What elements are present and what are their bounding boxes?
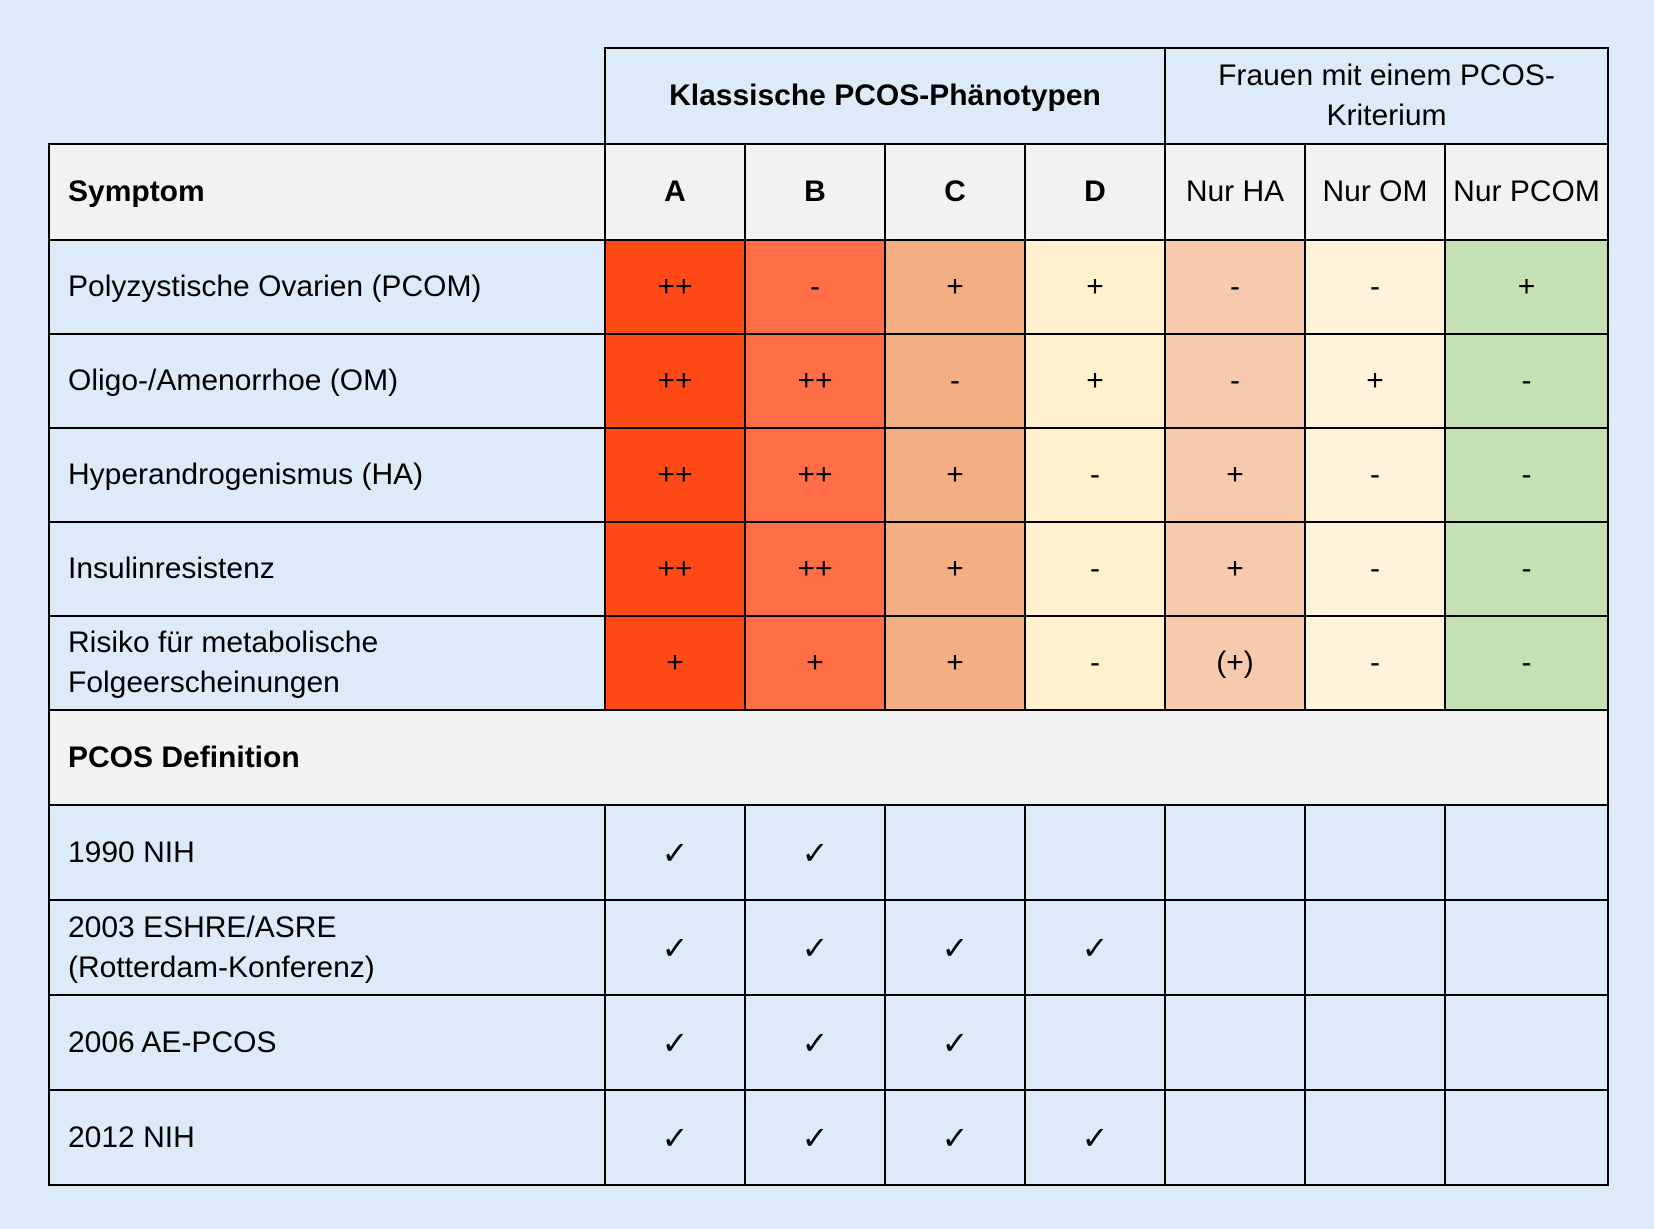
checkmark-icon: ✓	[605, 995, 745, 1090]
symptom-row	[49, 428, 1608, 522]
checkmark-icon: ✓	[605, 805, 745, 900]
column-header-b: B	[745, 144, 885, 240]
symptom-value-cell: ++	[745, 334, 885, 428]
symptom-value-cell: +	[605, 616, 745, 710]
empty-cell	[885, 805, 1025, 900]
empty-cell	[1445, 900, 1608, 995]
empty-cell	[1305, 995, 1445, 1090]
symptom-row	[49, 616, 1608, 710]
checkmark-icon: ✓	[1025, 1090, 1165, 1185]
symptom-value-cell: -	[885, 334, 1025, 428]
empty-cell	[1025, 805, 1165, 900]
empty-cell	[1305, 1090, 1445, 1185]
symptom-value-cell: ++	[745, 522, 885, 616]
checkmark-icon: ✓	[885, 900, 1025, 995]
symptom-value-cell: +	[1445, 240, 1608, 334]
blank-corner	[49, 48, 605, 144]
checkmark-icon: ✓	[605, 1090, 745, 1185]
pcos-phenotype-table	[48, 47, 1609, 1186]
checkmark-icon: ✓	[745, 995, 885, 1090]
symptom-value-cell: +	[885, 522, 1025, 616]
symptom-value-cell: +	[745, 616, 885, 710]
definition-row	[49, 900, 1608, 995]
checkmark-icon: ✓	[745, 805, 885, 900]
symptom-value-cell: -	[1305, 522, 1445, 616]
symptom-value-cell: -	[1025, 428, 1165, 522]
symptom-header: Symptom	[49, 144, 605, 240]
empty-cell	[1445, 995, 1608, 1090]
checkmark-icon: ✓	[1025, 900, 1165, 995]
column-header-nur-ha: Nur HA	[1165, 144, 1305, 240]
column-header-row	[49, 144, 1608, 240]
symptom-value-cell: ++	[605, 240, 745, 334]
empty-cell	[1165, 1090, 1305, 1185]
group-header-single-criterion: Frauen mit einem PCOS-Kriterium	[1165, 48, 1608, 144]
column-header-d: D	[1025, 144, 1165, 240]
symptom-value-cell: +	[1025, 240, 1165, 334]
symptom-value-cell: -	[1025, 522, 1165, 616]
symptom-label: Oligo-/Amenorrhoe (OM)	[49, 334, 605, 428]
symptom-value-cell: ++	[605, 522, 745, 616]
column-header-c: C	[885, 144, 1025, 240]
symptom-value-cell: -	[745, 240, 885, 334]
empty-cell	[1165, 805, 1305, 900]
symptom-value-cell: ++	[605, 334, 745, 428]
definition-row	[49, 805, 1608, 900]
checkmark-icon: ✓	[605, 900, 745, 995]
symptom-value-cell: +	[1305, 334, 1445, 428]
symptom-value-cell: +	[885, 240, 1025, 334]
symptom-value-cell: -	[1305, 616, 1445, 710]
definition-row	[49, 1090, 1608, 1185]
column-header-a: A	[605, 144, 745, 240]
symptom-label: Insulinresistenz	[49, 522, 605, 616]
empty-cell	[1165, 900, 1305, 995]
definition-row	[49, 995, 1608, 1090]
group-header-row	[49, 48, 1608, 144]
symptom-value-cell: +	[885, 428, 1025, 522]
symptom-row	[49, 522, 1608, 616]
definition-label: 2003 ESHRE/ASRE (Rotterdam-Konferenz)	[49, 900, 605, 995]
symptom-value-cell: -	[1445, 334, 1608, 428]
symptom-value-cell: ++	[605, 428, 745, 522]
definition-header-row	[49, 710, 1608, 805]
column-header-nur-om: Nur OM	[1305, 144, 1445, 240]
symptom-value-cell: -	[1445, 616, 1608, 710]
symptom-value-cell: +	[885, 616, 1025, 710]
checkmark-icon: ✓	[885, 1090, 1025, 1185]
symptom-row	[49, 240, 1608, 334]
symptom-value-cell: -	[1305, 240, 1445, 334]
definition-header: PCOS Definition	[49, 710, 1608, 805]
symptom-label: Risiko für metabolische Folgeerscheinungen	[49, 616, 605, 710]
checkmark-icon: ✓	[745, 1090, 885, 1185]
symptom-value-cell: -	[1305, 428, 1445, 522]
symptom-value-cell: -	[1445, 522, 1608, 616]
symptom-value-cell: +	[1165, 522, 1305, 616]
definition-label: 2006 AE-PCOS	[49, 995, 605, 1090]
checkmark-icon: ✓	[885, 995, 1025, 1090]
definition-label: 2012 NIH	[49, 1090, 605, 1185]
definition-label: 1990 NIH	[49, 805, 605, 900]
symptom-row	[49, 334, 1608, 428]
symptom-value-cell: -	[1165, 334, 1305, 428]
symptom-value-cell: +	[1165, 428, 1305, 522]
empty-cell	[1165, 995, 1305, 1090]
symptom-value-cell: (+)	[1165, 616, 1305, 710]
empty-cell	[1025, 995, 1165, 1090]
symptom-label: Hyperandrogenismus (HA)	[49, 428, 605, 522]
group-header-classic: Klassische PCOS-Phänotypen	[605, 48, 1165, 144]
empty-cell	[1305, 805, 1445, 900]
symptom-value-cell: +	[1025, 334, 1165, 428]
symptom-value-cell: -	[1025, 616, 1165, 710]
column-header-nur-pcom: Nur PCOM	[1445, 144, 1608, 240]
checkmark-icon: ✓	[745, 900, 885, 995]
symptom-value-cell: -	[1165, 240, 1305, 334]
empty-cell	[1445, 1090, 1608, 1185]
empty-cell	[1445, 805, 1608, 900]
symptom-label: Polyzystische Ovarien (PCOM)	[49, 240, 605, 334]
symptom-value-cell: ++	[745, 428, 885, 522]
empty-cell	[1305, 900, 1445, 995]
symptom-value-cell: -	[1445, 428, 1608, 522]
